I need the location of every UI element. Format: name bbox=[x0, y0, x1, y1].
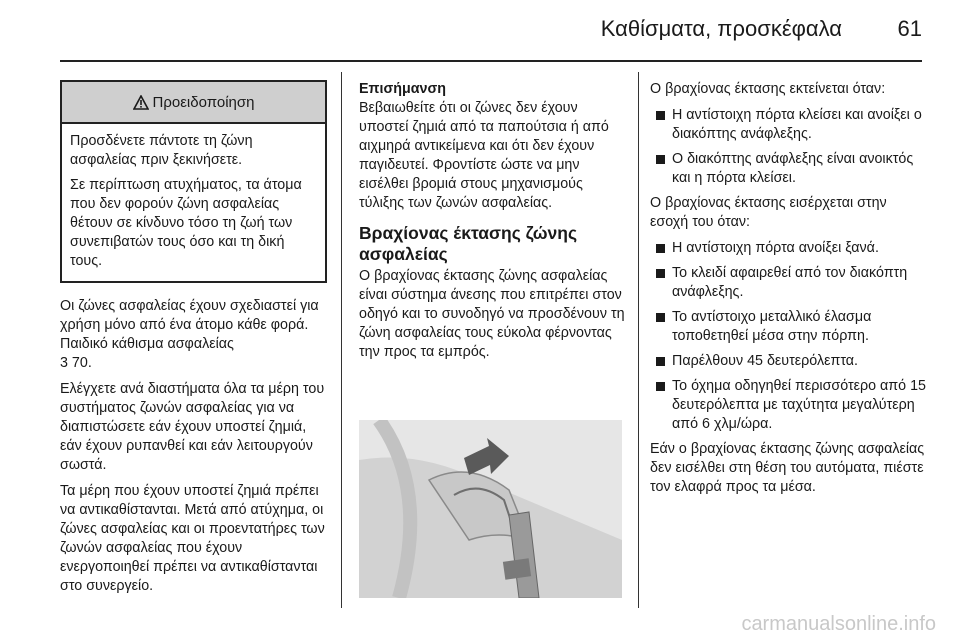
warning-triangle-icon bbox=[133, 95, 149, 110]
section-body: Ο βραχίονας έκτασης ζώνης ασφαλείας είναι σύστημα άνεσης που επιτρέπει στον οδηγό και το συνοδηγό να προσδένουν τη ζώνη ασφαλείας τους εύκολα φέρνοντας την προς τα εμπρός. bbox=[359, 268, 625, 360]
warning-header bbox=[62, 82, 325, 124]
page-number: 61 bbox=[897, 16, 922, 41]
notice-title: Επισήμανση bbox=[359, 81, 446, 97]
paragraph-1-text: Οι ζώνες ασφαλείας έχουν σχεδιαστεί για χρήση μόνο από ένα άτομο κάθε φορά. Παιδικό κάθισμα ασφαλείας bbox=[60, 298, 319, 352]
intro-1: Ο βραχίονας έκτασης εκτείνεται όταν: bbox=[650, 81, 886, 97]
list-item: Η αντίστοιχη πόρτα ανοίξει ξανά. bbox=[650, 239, 926, 258]
list-item: Το κλειδί αφαιρεθεί από τον διακόπτη ανάφλεξης. bbox=[650, 264, 926, 302]
bullet-square-icon bbox=[656, 357, 665, 366]
intro-2: Ο βραχίονας έκτασης εισέρχεται στην εσοχή του όταν: bbox=[650, 195, 887, 230]
list-item: Το όχημα οδηγηθεί περισσότερο από 15 δευτερόλεπτα με ταχύτητα μεγαλύτερη από 6 χλμ/ώρα. bbox=[650, 377, 926, 434]
list-item: Ο διακόπτης ανάφλεξης είναι ανοικτός και η πόρτα κλείσει. bbox=[650, 150, 926, 188]
page-header bbox=[0, 0, 960, 60]
header-title: Καθίσματα, προσκέφαλα bbox=[600, 16, 842, 41]
bullet-square-icon bbox=[656, 244, 665, 253]
bullet-square-icon bbox=[656, 382, 665, 391]
list-item: Παρέλθουν 45 δευτερόλεπτα. bbox=[650, 352, 926, 371]
paragraph-3: Τα μέρη που έχουν υποστεί ζημιά πρέπει να αντικαθίστανται. Μετά από ατύχημα, οι ζώνες ασφαλείας και οι προεντατήρες των ζωνών ασφαλείας που έχουν ενεργοποιηθεί πρέπει να αντικαθίστανται στο συνεργείο. bbox=[60, 483, 325, 594]
warning-title: Προειδοποίηση bbox=[152, 93, 255, 111]
header-rule bbox=[60, 60, 922, 62]
warning-paragraph-2: Σε περίπτωση ατυχήματος, τα άτομα που δεν φορούν ζώνη ασφαλείας θέτουν σε κίνδυνο τόσο τη ζωή των συνεπιβατών τους όσο και τη δική τους. bbox=[70, 177, 302, 269]
page-reference-link: 3 70. bbox=[60, 355, 92, 371]
list-item: Το αντίστοιχο μεταλλικό έλασμα τοποθετηθεί μέσα στην πόρπη. bbox=[650, 308, 926, 346]
column-2 bbox=[359, 80, 625, 369]
list-item: Η αντίστοιχη πόρτα κλείσει και ανοίξει ο διακόπτης ανάφλεξης. bbox=[650, 106, 926, 144]
warning-paragraph-1: Προσδένετε πάντοτε τη ζώνη ασφαλείας πριν ξεκινήσετε. bbox=[70, 133, 253, 168]
column-divider-2 bbox=[638, 72, 639, 608]
watermark: carmanualsonline.info bbox=[741, 613, 936, 635]
notice-text: Βεβαιωθείτε ότι οι ζώνες δεν έχουν υποστεί ζημιά από τα παπούτσια ή από αιχμηρά αντικείμενα και ότι δεν έχουν παγιδευτεί. Φροντίστε ώστε να μην εισέλθει βρομιά στους μηχανισμούς τύλιξης των ζωνών ασφαλείας. bbox=[359, 100, 609, 211]
column-1 bbox=[60, 80, 330, 603]
section-heading: Βραχίονας έκτασης ζώνης ασφαλείας bbox=[359, 223, 578, 264]
outro: Εάν ο βραχίονας έκτασης ζώνης ασφαλείας δεν εισέλθει στη θέση του αυτόματα, πιέστε τον ελαφρά προς τα μέσα. bbox=[650, 441, 925, 495]
bullet-square-icon bbox=[656, 269, 665, 278]
bullet-square-icon bbox=[656, 313, 665, 322]
belt-extender-illustration bbox=[359, 420, 622, 598]
paragraph-2: Ελέγχετε ανά διαστήματα όλα τα μέρη του συστήματος ζωνών ασφαλείας για να διαπιστώσετε εάν έχουν υποστεί ζημιά, εάν έχουν ρυπανθεί και εάν λειτουργούν σωστά. bbox=[60, 381, 325, 473]
column-divider-1 bbox=[341, 72, 342, 608]
column-3 bbox=[650, 80, 926, 504]
paragraph-1 bbox=[60, 297, 330, 373]
warning-box bbox=[60, 80, 327, 283]
bullet-square-icon bbox=[656, 155, 665, 164]
warning-body bbox=[62, 124, 325, 281]
bullet-square-icon bbox=[656, 111, 665, 120]
